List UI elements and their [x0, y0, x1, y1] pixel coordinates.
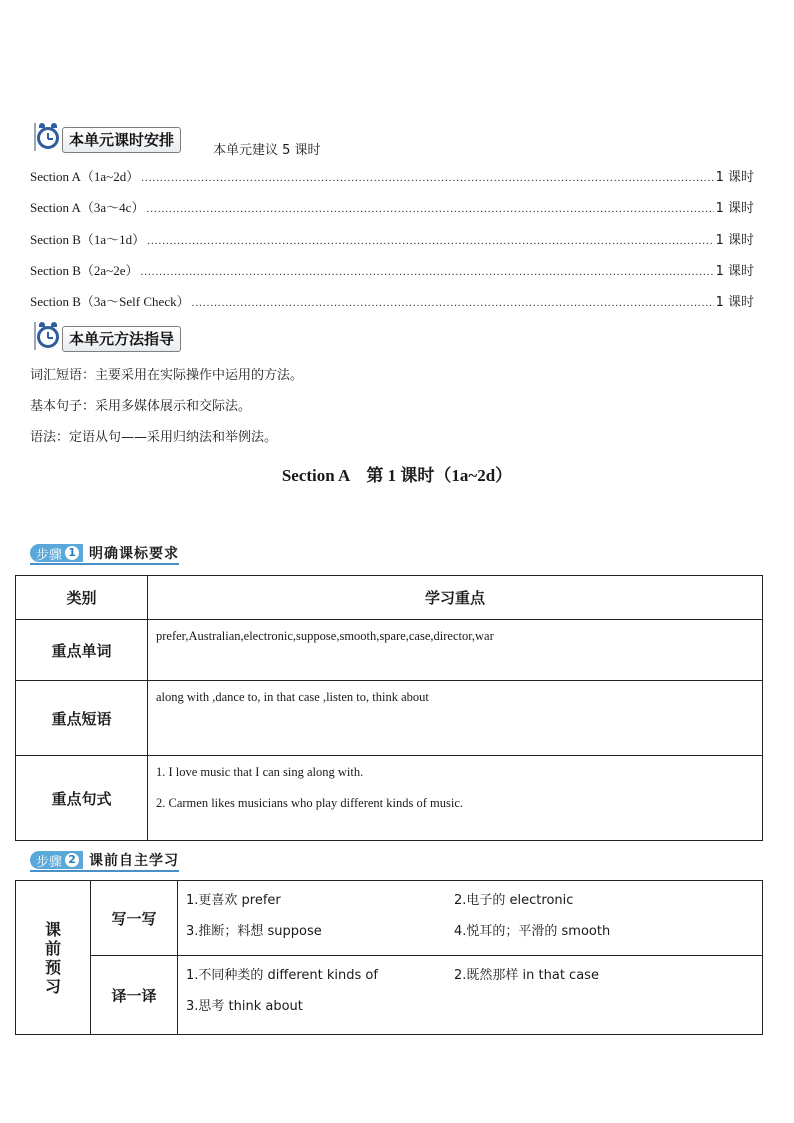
content-line: 1. I love music that I can sing along with.: [156, 765, 364, 779]
content-line: [186, 995, 754, 1026]
step-2-header: [30, 850, 179, 872]
row-content: [178, 881, 763, 956]
step-1-header: [30, 543, 179, 565]
leader-dots: [141, 172, 713, 184]
schedule-section: Section B（1a～1d）: [30, 232, 146, 247]
row-category: 重点短语: [16, 681, 148, 756]
preview-table: [15, 880, 763, 1035]
preview-side-label: [16, 881, 91, 1035]
vocab-item: 2.电子的 electronic: [454, 893, 574, 908]
schedule-row: [30, 197, 754, 216]
method-line: 词汇短语：主要采用在实际操作中运用的方法。: [30, 368, 304, 383]
step-title: 课前自主学习: [89, 853, 180, 869]
vocab-item: 1.更喜欢 prefer: [186, 893, 281, 908]
content-line: [186, 964, 754, 995]
schedule-section: Section A（3a～4c）: [30, 200, 145, 215]
step-tag: [30, 851, 83, 869]
table-row: [16, 620, 763, 681]
phrase-item: 3.思考 think about: [186, 999, 303, 1014]
vocab-item: 4.悦耳的；平滑的 smooth: [454, 924, 611, 939]
side-char: 前: [44, 938, 61, 958]
schedule-row: [30, 166, 754, 185]
vocab-item: 3.推断；料想 suppose: [186, 924, 322, 939]
lesson-title: Section A 第 1 课时（1a~2d）: [281, 466, 513, 485]
leader-dots: [141, 266, 714, 278]
row-content: [148, 620, 763, 681]
clock-icon: [30, 123, 64, 153]
table-header-row: [16, 576, 763, 620]
step-tag-text: 步骤: [36, 854, 63, 870]
schedule-banner: [30, 123, 181, 153]
leader-dots: [192, 297, 714, 309]
row-category: 重点句式: [16, 756, 148, 841]
table-row: [16, 681, 763, 756]
header-focus: 学习重点: [148, 576, 763, 620]
row-content: [148, 756, 763, 841]
schedule-row: [30, 229, 754, 248]
method-line: 语法：定语从句——采用归纳法和举例法。: [30, 430, 278, 445]
schedule-length: 1 课时: [715, 170, 754, 185]
table-row: [16, 881, 763, 956]
schedule-section: Section B（3a～Self Check）: [30, 294, 190, 309]
table-row: [16, 956, 763, 1035]
step-number: 1: [65, 546, 79, 560]
row-content: [148, 681, 763, 756]
phrase-item: 2.既然那样 in that case: [454, 968, 599, 983]
content-line: [186, 889, 754, 920]
schedule-length: 1 课时: [715, 233, 754, 248]
schedule-banner-label: 本单元课时安排: [62, 127, 181, 153]
side-char: 课: [44, 919, 61, 939]
row-label: 写一写: [91, 881, 178, 956]
clock-icon: [30, 322, 64, 352]
side-char: 预: [44, 957, 61, 977]
side-char: 习: [44, 976, 61, 996]
schedule-section: Section A（1a~2d）: [30, 169, 140, 184]
leader-dots: [147, 235, 713, 247]
row-label: 译一译: [91, 956, 178, 1035]
step-title: 明确课标要求: [89, 546, 180, 562]
step-tag-text: 步骤: [36, 547, 63, 563]
method-banner: [30, 322, 181, 352]
schedule-note: 本单元建议 5 课时: [213, 143, 321, 158]
content-line: [186, 920, 754, 951]
leader-dots: [146, 203, 713, 215]
schedule-length: 1 课时: [715, 264, 754, 279]
step-number: 2: [65, 853, 79, 867]
schedule-section: Section B（2a~2e）: [30, 263, 139, 278]
method-banner-label: 本单元方法指导: [62, 326, 181, 352]
schedule-row: [30, 260, 754, 279]
schedule-length: 1 课时: [715, 295, 754, 310]
phrase-item: 1.不同种类的 different kinds of: [186, 968, 378, 983]
method-line: 基本句子：采用多媒体展示和交际法。: [30, 399, 252, 414]
step-tag: [30, 544, 83, 562]
schedule-length: 1 课时: [715, 201, 754, 216]
content-line: along with ,dance to, in that case ,listen to, think about: [156, 690, 429, 704]
row-category: 重点单词: [16, 620, 148, 681]
focus-table: [15, 575, 763, 841]
schedule-row: [30, 291, 754, 310]
content-line: 2. Carmen likes musicians who play different kinds of music.: [156, 796, 464, 810]
row-content: [178, 956, 763, 1035]
header-category: 类别: [16, 576, 148, 620]
content-line: prefer,Australian,electronic,suppose,smooth,spare,case,director,war: [156, 629, 494, 643]
table-row: [16, 756, 763, 841]
